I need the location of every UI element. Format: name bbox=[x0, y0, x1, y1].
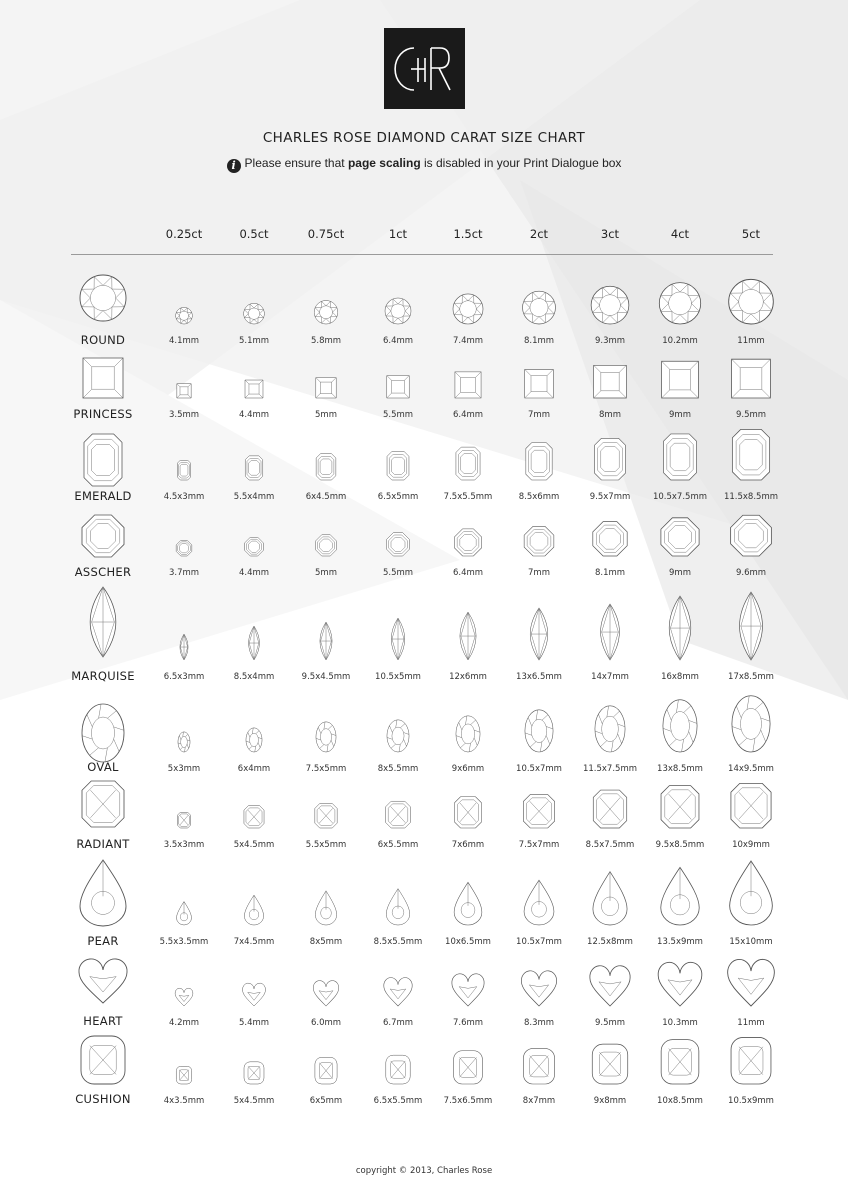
size-label-radiant-0.75ct: 5.5x5mm bbox=[305, 840, 347, 850]
emerald-diamond-5ct bbox=[732, 430, 769, 480]
pear-diamond-0.75ct bbox=[315, 891, 336, 925]
princess-diamond-5ct bbox=[732, 359, 771, 398]
size-label-radiant-0.5ct: 5x4.5mm bbox=[233, 840, 275, 850]
radiant-diamond-1.5ct bbox=[455, 797, 482, 828]
size-label-cushion-1ct: 6.5x5.5mm bbox=[373, 1096, 423, 1106]
size-label-pear-0.5ct: 7x4.5mm bbox=[233, 937, 275, 947]
size-label-radiant-2ct: 7.5x7mm bbox=[518, 840, 560, 850]
princess-diamond-1.5ct bbox=[455, 372, 481, 398]
asscher-reference-icon bbox=[82, 515, 124, 557]
pear-diamond-3ct bbox=[593, 872, 627, 925]
size-label-princess-0.5ct: 4.4mm bbox=[238, 410, 270, 420]
size-label-cushion-2ct: 8x7mm bbox=[522, 1096, 556, 1106]
size-label-asscher-1.5ct: 6.4mm bbox=[452, 568, 484, 578]
size-label-cushion-5ct: 10.5x9mm bbox=[728, 1096, 774, 1106]
size-label-pear-1ct: 8.5x5.5mm bbox=[373, 937, 423, 947]
size-label-emerald-1.5ct: 7.5x5.5mm bbox=[443, 492, 493, 502]
size-label-marquise-1.5ct: 12x6mm bbox=[449, 672, 487, 682]
size-label-oval-0.25ct: 5x3mm bbox=[167, 764, 201, 774]
size-label-emerald-0.75ct: 6x4.5mm bbox=[305, 492, 347, 502]
oval-reference-icon bbox=[82, 704, 124, 762]
size-label-pear-5ct: 15x10mm bbox=[729, 937, 773, 947]
notice-text-bold: page scaling bbox=[347, 156, 421, 170]
oval-diamond-3ct bbox=[595, 706, 625, 752]
marquise-reference-icon bbox=[90, 587, 116, 657]
oval-diamond-1.5ct bbox=[456, 716, 480, 752]
size-label-round-0.5ct: 5.1mm bbox=[238, 336, 270, 346]
pear-diamond-0.5ct bbox=[244, 895, 263, 925]
size-label-emerald-5ct: 11.5x8.5mm bbox=[723, 492, 779, 502]
princess-diamond-1ct bbox=[387, 376, 409, 398]
size-label-pear-0.75ct: 8x5mm bbox=[309, 937, 343, 947]
marquise-diamond-0.5ct bbox=[249, 626, 260, 660]
size-label-heart-1ct: 6.7mm bbox=[382, 1018, 414, 1028]
size-label-round-0.75ct: 5.8mm bbox=[310, 336, 342, 346]
shape-name-emerald: EMERALD bbox=[74, 489, 132, 503]
size-label-pear-2ct: 10.5x7mm bbox=[516, 937, 562, 947]
copyright-text: copyright © 2013, Charles Rose bbox=[355, 1166, 493, 1176]
size-label-oval-5ct: 14x9.5mm bbox=[728, 764, 774, 774]
round-diamond-3ct bbox=[591, 286, 629, 324]
size-label-asscher-0.75ct: 5mm bbox=[315, 568, 337, 578]
size-label-marquise-5ct: 17x8.5mm bbox=[728, 672, 774, 682]
size-label-princess-1ct: 5.5mm bbox=[382, 410, 414, 420]
round-diamond-5ct bbox=[729, 279, 774, 324]
size-label-cushion-0.75ct: 6x5mm bbox=[309, 1096, 343, 1106]
round-diamond-0.25ct bbox=[176, 307, 193, 324]
radiant-diamond-0.75ct bbox=[315, 803, 337, 828]
oval-diamond-0.5ct bbox=[246, 728, 262, 752]
size-label-cushion-4ct: 10x8.5mm bbox=[657, 1096, 703, 1106]
cushion-diamond-3ct bbox=[592, 1044, 627, 1084]
asscher-diamond-3ct bbox=[593, 522, 627, 556]
cushion-diamond-1ct bbox=[386, 1055, 410, 1084]
notice-text-after: is disabled in your Print Dialogue box bbox=[420, 156, 622, 170]
size-label-radiant-0.25ct: 3.5x3mm bbox=[163, 840, 205, 850]
size-label-heart-5ct: 11mm bbox=[737, 1018, 765, 1028]
size-label-oval-0.75ct: 7.5x5mm bbox=[305, 764, 347, 774]
size-label-heart-0.25ct: 4.2mm bbox=[168, 1018, 200, 1028]
emerald-diamond-0.5ct bbox=[245, 456, 263, 480]
size-label-pear-4ct: 13.5x9mm bbox=[657, 937, 703, 947]
oval-diamond-2ct bbox=[525, 710, 553, 752]
size-label-asscher-2ct: 7mm bbox=[528, 568, 550, 578]
emerald-diamond-4ct bbox=[664, 434, 697, 480]
asscher-diamond-2ct bbox=[524, 526, 554, 556]
size-label-marquise-0.5ct: 8.5x4mm bbox=[233, 672, 275, 682]
heart-diamond-5ct bbox=[728, 959, 775, 1006]
cushion-diamond-0.75ct bbox=[315, 1057, 337, 1084]
size-label-round-4ct: 10.2mm bbox=[662, 336, 698, 346]
carat-label-0.25ct: 0.25ct bbox=[165, 227, 203, 241]
size-label-asscher-0.5ct: 4.4mm bbox=[238, 568, 270, 578]
asscher-diamond-0.5ct bbox=[245, 537, 264, 556]
emerald-reference-icon bbox=[84, 434, 122, 486]
heart-diamond-4ct bbox=[658, 962, 702, 1006]
emerald-diamond-2ct bbox=[526, 443, 552, 480]
round-diamond-0.5ct bbox=[244, 303, 265, 324]
emerald-diamond-1.5ct bbox=[456, 447, 480, 480]
round-diamond-0.75ct bbox=[314, 300, 338, 324]
size-label-round-2ct: 8.1mm bbox=[523, 336, 555, 346]
radiant-diamond-2ct bbox=[523, 795, 554, 828]
pear-diamond-0.25ct bbox=[177, 902, 192, 925]
pear-diamond-4ct bbox=[661, 867, 699, 925]
shape-name-cushion: CUSHION bbox=[75, 1092, 131, 1106]
size-label-oval-1ct: 8x5.5mm bbox=[377, 764, 419, 774]
marquise-diamond-0.25ct bbox=[180, 634, 188, 660]
princess-diamond-4ct bbox=[662, 361, 699, 398]
size-label-princess-4ct: 9mm bbox=[669, 410, 691, 420]
size-label-heart-2ct: 8.3mm bbox=[523, 1018, 555, 1028]
size-label-emerald-4ct: 10.5x7.5mm bbox=[652, 492, 708, 502]
size-label-cushion-3ct: 9x8mm bbox=[593, 1096, 627, 1106]
shape-name-asscher: ASSCHER bbox=[74, 565, 132, 579]
pear-diamond-5ct bbox=[730, 861, 773, 925]
carat-label-0.5ct: 0.5ct bbox=[239, 227, 269, 241]
cushion-reference-icon bbox=[81, 1036, 125, 1084]
size-label-princess-1.5ct: 6.4mm bbox=[452, 410, 484, 420]
size-label-oval-0.5ct: 6x4mm bbox=[237, 764, 271, 774]
size-label-marquise-3ct: 14x7mm bbox=[591, 672, 629, 682]
shape-name-radiant: RADIANT bbox=[76, 837, 130, 851]
size-label-emerald-0.5ct: 5.5x4mm bbox=[233, 492, 275, 502]
round-diamond-1ct bbox=[385, 298, 411, 324]
asscher-diamond-1.5ct bbox=[454, 529, 481, 556]
pear-reference-icon bbox=[80, 860, 126, 926]
carat-label-1ct: 1ct bbox=[388, 227, 408, 241]
oval-diamond-4ct bbox=[663, 700, 697, 752]
size-label-marquise-0.75ct: 9.5x4.5mm bbox=[301, 672, 351, 682]
heart-reference-icon bbox=[79, 959, 127, 1003]
cushion-diamond-5ct bbox=[731, 1037, 771, 1084]
heart-diamond-2ct bbox=[521, 971, 556, 1006]
size-label-pear-1.5ct: 10x6.5mm bbox=[445, 937, 491, 947]
size-label-emerald-2ct: 8.5x6mm bbox=[518, 492, 560, 502]
princess-diamond-0.25ct bbox=[177, 384, 191, 398]
size-label-radiant-1ct: 6x5.5mm bbox=[377, 840, 419, 850]
size-label-radiant-5ct: 10x9mm bbox=[732, 840, 770, 850]
size-label-pear-3ct: 12.5x8mm bbox=[587, 937, 633, 947]
marquise-diamond-2ct bbox=[530, 608, 548, 660]
oval-diamond-0.25ct bbox=[178, 732, 190, 752]
carat-label-3ct: 3ct bbox=[600, 227, 620, 241]
size-label-marquise-1ct: 10.5x5mm bbox=[375, 672, 421, 682]
size-label-round-3ct: 9.3mm bbox=[594, 336, 626, 346]
carat-label-1.5ct: 1.5ct bbox=[453, 227, 483, 241]
pear-diamond-1ct bbox=[386, 889, 409, 925]
size-label-princess-2ct: 7mm bbox=[528, 410, 550, 420]
shape-name-heart: HEART bbox=[83, 1014, 123, 1028]
size-label-marquise-4ct: 16x8mm bbox=[661, 672, 699, 682]
pear-diamond-2ct bbox=[524, 880, 554, 925]
size-label-marquise-0.25ct: 6.5x3mm bbox=[163, 672, 205, 682]
marquise-diamond-1ct bbox=[391, 618, 404, 660]
size-label-cushion-0.25ct: 4x3.5mm bbox=[163, 1096, 205, 1106]
size-label-asscher-3ct: 8.1mm bbox=[594, 568, 626, 578]
size-label-radiant-3ct: 8.5x7.5mm bbox=[585, 840, 635, 850]
cushion-diamond-0.5ct bbox=[244, 1062, 264, 1084]
princess-diamond-0.75ct bbox=[316, 378, 336, 398]
size-label-heart-4ct: 10.3mm bbox=[662, 1018, 698, 1028]
size-label-radiant-4ct: 9.5x8.5mm bbox=[655, 840, 705, 850]
emerald-diamond-1ct bbox=[387, 451, 409, 480]
princess-diamond-2ct bbox=[525, 369, 554, 398]
radiant-reference-icon bbox=[82, 781, 124, 827]
round-diamond-2ct bbox=[523, 291, 556, 324]
radiant-diamond-0.25ct bbox=[177, 812, 190, 828]
oval-diamond-1ct bbox=[387, 720, 409, 752]
heart-diamond-3ct bbox=[590, 966, 630, 1006]
radiant-diamond-1ct bbox=[386, 801, 411, 828]
size-label-emerald-3ct: 9.5x7mm bbox=[589, 492, 631, 502]
cushion-diamond-0.25ct bbox=[176, 1066, 192, 1084]
size-label-oval-2ct: 10.5x7mm bbox=[516, 764, 562, 774]
heart-diamond-1ct bbox=[384, 978, 412, 1006]
cushion-diamond-1.5ct bbox=[454, 1051, 483, 1084]
cushion-diamond-2ct bbox=[523, 1049, 554, 1084]
heart-diamond-0.5ct bbox=[243, 983, 266, 1006]
carat-label-5ct: 5ct bbox=[741, 227, 761, 241]
size-label-princess-3ct: 8mm bbox=[599, 410, 621, 420]
size-label-oval-1.5ct: 9x6mm bbox=[451, 764, 485, 774]
size-label-radiant-1.5ct: 7x6mm bbox=[451, 840, 485, 850]
size-label-asscher-1ct: 5.5mm bbox=[382, 568, 414, 578]
size-label-heart-0.5ct: 5.4mm bbox=[238, 1018, 270, 1028]
asscher-diamond-1ct bbox=[386, 533, 409, 556]
shape-name-princess: PRINCESS bbox=[73, 407, 133, 421]
size-label-pear-0.25ct: 5.5x3.5mm bbox=[159, 937, 209, 947]
size-label-princess-0.25ct: 3.5mm bbox=[168, 410, 200, 420]
size-label-round-0.25ct: 4.1mm bbox=[168, 336, 200, 346]
size-label-marquise-2ct: 13x6.5mm bbox=[516, 672, 562, 682]
page-title: CHARLES ROSE DIAMOND CARAT SIZE CHART bbox=[262, 130, 586, 146]
carat-label-4ct: 4ct bbox=[670, 227, 690, 241]
radiant-diamond-3ct bbox=[593, 790, 626, 828]
emerald-diamond-3ct bbox=[595, 438, 626, 480]
marquise-diamond-0.75ct bbox=[320, 622, 332, 660]
heart-diamond-0.75ct bbox=[313, 981, 338, 1006]
size-label-round-5ct: 11mm bbox=[737, 336, 765, 346]
round-diamond-4ct bbox=[659, 283, 700, 324]
pear-diamond-1.5ct bbox=[454, 882, 482, 925]
carat-label-2ct: 2ct bbox=[529, 227, 549, 241]
oval-diamond-5ct bbox=[732, 696, 770, 752]
size-label-asscher-4ct: 9mm bbox=[669, 568, 691, 578]
cushion-diamond-4ct bbox=[661, 1040, 699, 1084]
emerald-diamond-0.75ct bbox=[316, 454, 336, 480]
size-label-oval-3ct: 11.5x7.5mm bbox=[582, 764, 638, 774]
notice-text-before: Please ensure that bbox=[244, 156, 348, 170]
heart-diamond-0.25ct bbox=[175, 988, 193, 1006]
marquise-diamond-1.5ct bbox=[460, 612, 476, 660]
round-reference-icon bbox=[80, 275, 126, 321]
shape-name-pear: PEAR bbox=[87, 934, 119, 948]
asscher-diamond-5ct bbox=[731, 515, 772, 556]
princess-reference-icon bbox=[83, 358, 123, 398]
emerald-diamond-0.25ct bbox=[177, 460, 190, 480]
info-icon: i bbox=[227, 159, 241, 173]
size-label-heart-1.5ct: 7.6mm bbox=[452, 1018, 484, 1028]
size-label-round-1.5ct: 7.4mm bbox=[452, 336, 484, 346]
radiant-diamond-0.5ct bbox=[244, 806, 264, 828]
carat-label-0.75ct: 0.75ct bbox=[307, 227, 345, 241]
size-label-cushion-0.5ct: 5x4.5mm bbox=[233, 1096, 275, 1106]
radiant-diamond-4ct bbox=[661, 786, 699, 828]
marquise-diamond-3ct bbox=[601, 604, 620, 660]
heart-diamond-1.5ct bbox=[452, 974, 484, 1006]
size-label-round-1ct: 6.4mm bbox=[382, 336, 414, 346]
asscher-diamond-4ct bbox=[661, 518, 699, 556]
round-diamond-1.5ct bbox=[453, 294, 483, 324]
size-label-heart-3ct: 9.5mm bbox=[594, 1018, 626, 1028]
size-label-oval-4ct: 13x8.5mm bbox=[657, 764, 703, 774]
shape-name-marquise: MARQUISE bbox=[71, 669, 135, 683]
oval-diamond-0.75ct bbox=[316, 722, 336, 752]
size-label-asscher-0.25ct: 3.7mm bbox=[168, 568, 200, 578]
size-label-princess-0.75ct: 5mm bbox=[315, 410, 337, 420]
size-label-asscher-5ct: 9.6mm bbox=[735, 568, 767, 578]
radiant-diamond-5ct bbox=[731, 783, 771, 828]
size-label-emerald-0.25ct: 4.5x3mm bbox=[163, 492, 205, 502]
marquise-diamond-4ct bbox=[669, 596, 691, 660]
shape-name-oval: OVAL bbox=[87, 760, 119, 774]
asscher-diamond-0.75ct bbox=[315, 535, 336, 556]
shape-name-round: ROUND bbox=[80, 333, 126, 347]
princess-diamond-0.5ct bbox=[245, 380, 263, 398]
marquise-diamond-5ct bbox=[740, 592, 763, 660]
asscher-diamond-0.25ct bbox=[176, 540, 192, 556]
size-label-princess-5ct: 9.5mm bbox=[735, 410, 767, 420]
size-label-cushion-1.5ct: 7.5x6.5mm bbox=[443, 1096, 493, 1106]
princess-diamond-3ct bbox=[594, 365, 627, 398]
size-label-heart-0.75ct: 6.0mm bbox=[310, 1018, 342, 1028]
size-label-emerald-1ct: 6.5x5mm bbox=[377, 492, 419, 502]
